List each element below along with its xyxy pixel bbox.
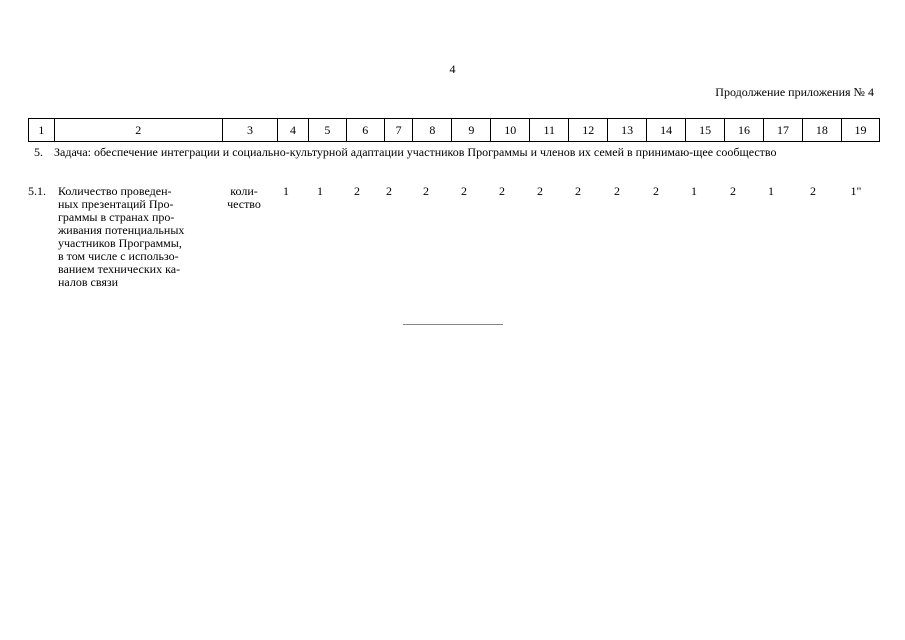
end-rule bbox=[403, 324, 503, 325]
task-number: 5. bbox=[34, 145, 43, 159]
column-number-cell: 14 bbox=[647, 119, 686, 142]
column-number-cell: 11 bbox=[530, 119, 569, 142]
column-number-cell: 2 bbox=[54, 119, 222, 142]
item-value: 1" bbox=[850, 184, 862, 198]
item-description-line: налов связи bbox=[58, 275, 119, 289]
column-number-cell: 5 bbox=[308, 119, 346, 142]
column-number-cell: 4 bbox=[278, 119, 309, 142]
column-number-cell: 16 bbox=[725, 119, 764, 142]
item-description bbox=[58, 185, 218, 289]
item-description-line: Количество проведен- bbox=[58, 184, 172, 198]
column-number-table bbox=[28, 118, 880, 142]
column-number-cell: 13 bbox=[608, 119, 647, 142]
item-value: 2 bbox=[575, 184, 581, 198]
item-unit bbox=[220, 185, 268, 211]
column-number-cell: 6 bbox=[346, 119, 384, 142]
column-number-cell: 7 bbox=[384, 119, 413, 142]
item-unit-line: чество bbox=[227, 197, 261, 211]
column-number-row bbox=[29, 119, 880, 142]
item-value: 2 bbox=[499, 184, 505, 198]
column-number-cell: 8 bbox=[413, 119, 452, 142]
column-number-cell: 10 bbox=[491, 119, 530, 142]
item-value: 2 bbox=[386, 184, 392, 198]
column-number-cell: 1 bbox=[29, 119, 55, 142]
item-value: 2 bbox=[423, 184, 429, 198]
column-number-cell: 18 bbox=[802, 119, 841, 142]
column-number-cell: 19 bbox=[841, 119, 879, 142]
item-description-line: граммы в странах про- bbox=[58, 210, 175, 224]
page-number: 4 bbox=[449, 62, 456, 76]
column-number-cell: 15 bbox=[686, 119, 725, 142]
task-text: Задача: обеспечение интеграции и социально-культурной адаптации участников Программы и членов их семей в принимаю-щее сообщество bbox=[54, 145, 777, 159]
item-value: 2 bbox=[614, 184, 620, 198]
item-number: 5.1. bbox=[28, 184, 46, 198]
column-number-cell: 12 bbox=[569, 119, 608, 142]
item-value: 1 bbox=[691, 184, 697, 198]
item-value: 2 bbox=[461, 184, 467, 198]
item-description-line: ных презентаций Про- bbox=[58, 197, 174, 211]
item-description-line: в том числе с использо- bbox=[58, 249, 179, 263]
item-description-line: участников Программы, bbox=[58, 236, 182, 250]
task-row bbox=[28, 146, 880, 159]
item-description-line: живания потенциальных bbox=[58, 223, 185, 237]
item-value: 2 bbox=[810, 184, 816, 198]
item-value: 2 bbox=[537, 184, 543, 198]
item-row bbox=[28, 185, 880, 295]
item-description-line: ванием технических ка- bbox=[58, 262, 181, 276]
item-unit-line: коли- bbox=[230, 184, 258, 198]
item-value: 2 bbox=[653, 184, 659, 198]
continuation-label: Продолжение приложения № 4 bbox=[715, 85, 874, 99]
column-number-cell: 3 bbox=[222, 119, 277, 142]
item-value: 1 bbox=[283, 184, 289, 198]
item-value: 2 bbox=[354, 184, 360, 198]
item-value: 1 bbox=[768, 184, 774, 198]
column-number-cell: 17 bbox=[764, 119, 803, 142]
item-value: 1 bbox=[317, 184, 323, 198]
column-number-cell: 9 bbox=[452, 119, 491, 142]
item-value: 2 bbox=[730, 184, 736, 198]
